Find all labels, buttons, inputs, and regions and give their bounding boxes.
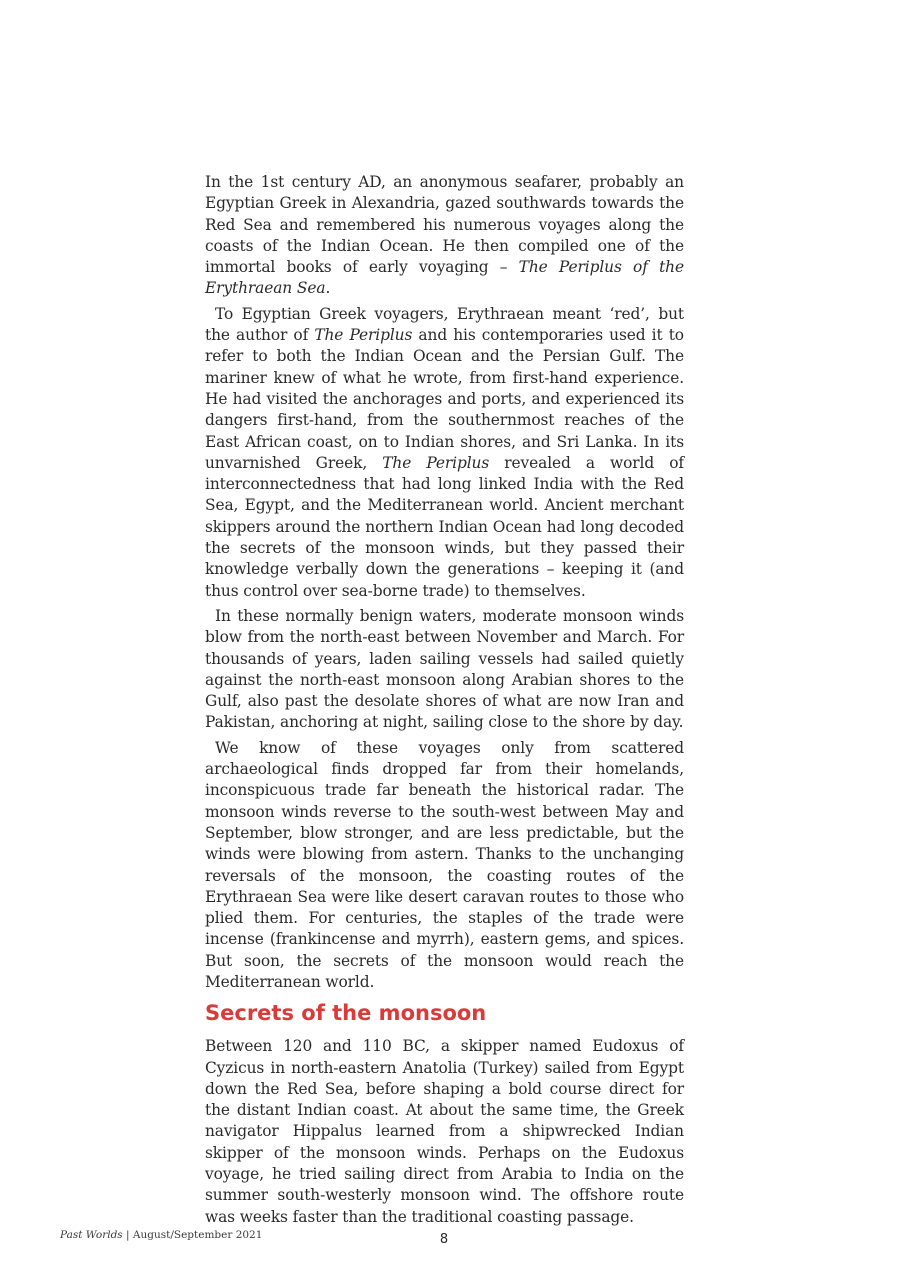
article-body: [205, 172, 684, 1232]
paragraph-erythraean-text-1: To Egyptian Greek voyagers, Erythraean meant ‘red’, but the author of: [205, 304, 684, 345]
footer-separator: |: [122, 1229, 133, 1241]
publication-name: Past Worlds: [60, 1229, 123, 1241]
paragraph-intro: [205, 172, 684, 300]
paragraph-eudoxus: Between 120 and 110 BC, a skipper named Eudoxus of Cyzicus in north-eastern Anatolia (Turkey) sailed from Egypt down the Red Sea, before shaping a bold course direct for the distant Indian coast. At about the same time, the Greek navigator Hippalus learned from a shipwrecked Indian skipper of the monsoon winds. Perhaps on the Eudoxus voyage, he tried sailing direct from Arabia to India on the summer south-westerly monsoon wind. The offshore route was weeks faster than the traditional coasting passage.: [205, 1037, 684, 1226]
page-number: 8: [439, 1232, 449, 1247]
paragraph-benign-waters: In these normally benign waters, moderate monsoon winds blow from the north-east between November and March. For thousands of years, laden sailing vessels had sailed quietly against the north-east monsoon along Arabian shores to the Gulf, also past the desolate shores of what are now Iran and Pakistan, anchoring at night, sailing close to the shore by day.: [205, 606, 684, 732]
paragraph-erythraean-text-3: revealed a world of interconnectedness that had long linked India with the Red Sea, Egypt, and the Mediterranean world. Ancient merchant skippers around the northern Indian Ocean had long decoded the secrets of the monsoon winds, but they passed their knowledge verbally down the generations – keeping it (and thus control over sea-borne trade) to themselves.: [205, 453, 684, 600]
issue-date: August/September 2021: [132, 1229, 263, 1241]
footer-credit: [60, 1229, 262, 1241]
paragraph-erythraean: [205, 304, 684, 602]
section-heading: Secrets of the monsoon: [205, 1001, 487, 1026]
paragraph-intro-end: .: [325, 279, 331, 298]
book-title-periplus-erythraean: The Periplus of the Erythraean Sea: [205, 258, 684, 298]
book-title-periplus-2: The Periplus: [382, 453, 490, 472]
paragraph-erythraean-text-2: and his contemporaries used it to refer to both the Indian Ocean and the Persian Gulf. The mariner knew of what he wrote, from first-hand experience. He had visited the anchorages and ports, and experienced its dangers first-hand, from the southernmost reaches of the East African coast, on to Indian shores, and Sri Lanka. In its unvarnished Greek,: [205, 326, 684, 472]
paragraph-voyages: We know of these voyages only from scattered archaeological finds dropped far from their homelands, inconspicuous trade far beneath the historical radar. The monsoon winds reverse to the south-west between May and September, blow stronger, and are less predictable, but the winds were blowing from astern. Thanks to the unchanging reversals of the monsoon, the coasting routes of the Erythraean Sea were like desert caravan routes to those who plied them. For centuries, the staples of the trade were incense (frankincense and myrrh), eastern gems, and spices. But soon, the secrets of the monsoon would reach the Mediterranean world.: [205, 738, 684, 991]
book-title-periplus: The Periplus: [314, 326, 413, 345]
paragraph-intro-text: In the 1st century AD, an anonymous seafarer, probably an Egyptian Greek in Alexandria, gazed southwards towards the Red Sea and remembered his numerous voyages along the coasts of the Indian Ocean. He then compiled one of the immortal books of early voyaging –: [205, 173, 684, 277]
